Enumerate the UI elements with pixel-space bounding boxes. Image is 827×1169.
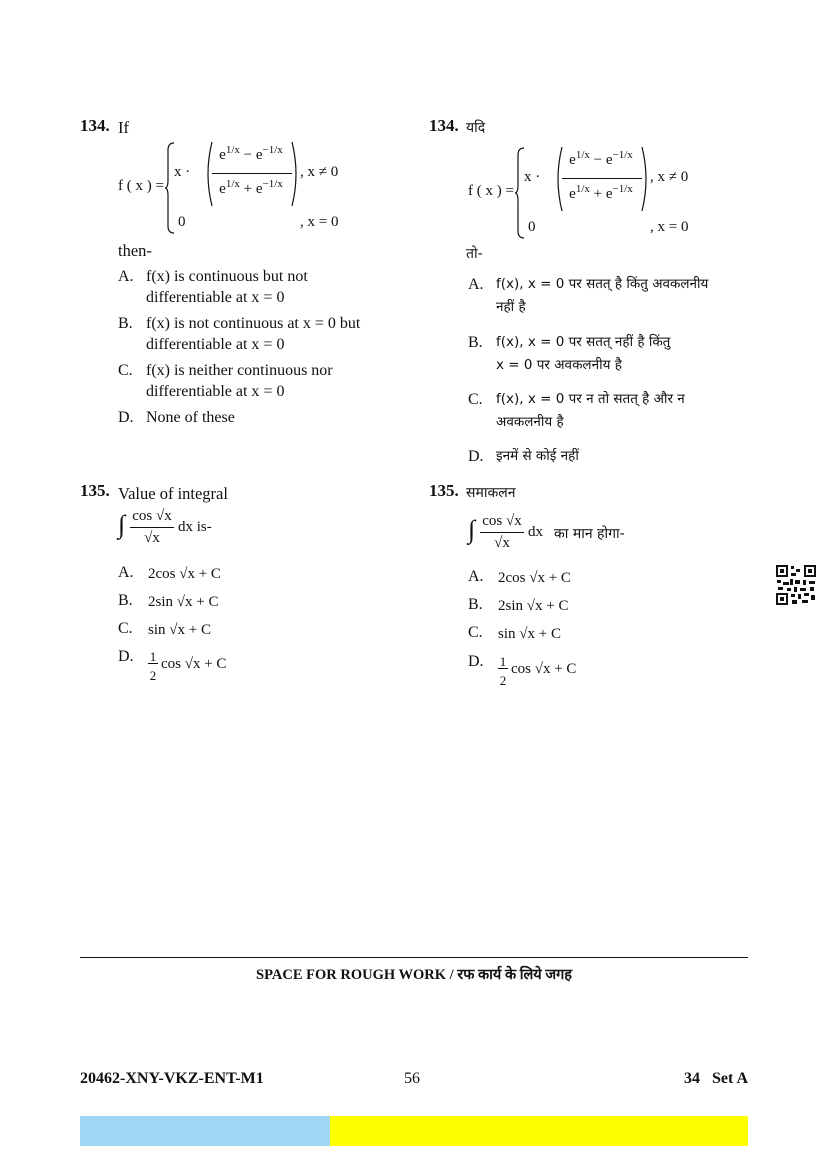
page-number: 56 [404,1070,420,1087]
question-intro-135-hi: समाकलन [466,485,516,501]
option-d-135-en[interactable] [118,646,318,686]
case2-value: 0 [528,219,536,235]
fraction-denominator: $e^{1/x} + e^{-1/x}$ [219,178,283,197]
integral-tail: dx is- [178,519,212,535]
option-text: f(x) is not continuous at x = 0 but [146,315,361,332]
fraction-bar [148,663,158,664]
option-expression: sin √x + C [498,626,561,642]
fraction-numerator: 1 [499,654,507,669]
option-expression: cos √x + C [511,661,577,677]
option-letter: A. [118,268,134,285]
option-d-134-en[interactable] [118,407,408,429]
option-letter: D. [118,409,134,426]
piecewise-function-en [118,140,378,236]
fraction-denominator: 2 [499,673,507,688]
option-letter: D. [118,648,134,665]
option-b-134-en[interactable] [118,313,408,357]
fraction-bar [212,173,292,174]
option-c-135-hi[interactable] [468,622,668,644]
brace-icon [164,142,176,234]
question-intro-134-en: If [118,118,129,137]
option-text-2: अवकलनीय है [496,414,564,430]
integral-expression-hi [468,511,688,559]
piecewise-function-hi [468,145,728,241]
option-c-134-hi[interactable] [468,389,758,435]
option-c-134-en[interactable] [118,360,408,404]
option-letter: B. [468,334,483,351]
option-letter: B. [468,596,483,613]
option-a-135-en[interactable] [118,562,318,584]
option-b-135-en[interactable] [118,590,318,612]
option-letter: C. [118,620,133,637]
integral-expression-en [118,506,318,554]
option-text-2: differentiable at x = 0 [146,383,285,400]
option-letter: C. [468,624,483,641]
option-text-2: x = 0 पर अवकलनीय है [496,357,622,373]
case1-condition: , x ≠ 0 [650,169,689,185]
option-text: इनमें से कोई नहीं [496,448,579,464]
fraction-numerator: 1 [149,649,157,664]
option-text-2: नहीं है [496,299,526,315]
fraction-denominator: $e^{1/x} + e^{-1/x}$ [569,183,633,202]
question-intro-134-hi: यदि [466,120,486,136]
option-text: f(x), x = 0 पर सतत् है किंतु अवकलनीय [496,276,709,292]
option-a-134-hi[interactable] [468,274,758,320]
case2-condition: , x = 0 [650,219,689,235]
option-letter: C. [118,362,133,379]
rough-work-label: SPACE FOR ROUGH WORK / रफ कार्य के लिये जगह [256,967,572,983]
option-b-135-hi[interactable] [468,594,668,616]
option-letter: A. [468,568,484,585]
question-number-134-hi: 134. [429,116,459,135]
then-label-en: then- [118,241,152,260]
option-expression: 2sin √x + C [498,598,569,614]
fraction-numerator: $e^{1/x} - e^{-1/x}$ [219,144,283,163]
brace-icon [514,147,526,239]
footer-blue-bar [80,1116,330,1146]
paper-code: 20462-XNY-VKZ-ENT-M1 [80,1070,264,1087]
option-letter: A. [468,276,484,293]
case1-lead: x · [174,164,191,180]
integral-sign-icon: ∫ [468,515,476,544]
integrand-denominator: √x [494,535,510,551]
question-number-134-en: 134. [80,116,110,135]
option-text-2: differentiable at x = 0 [146,289,285,306]
option-letter: A. [118,564,134,581]
footer-divider [80,957,748,958]
fraction-numerator: $e^{1/x} - e^{-1/x}$ [569,149,633,168]
option-text-2: differentiable at x = 0 [146,336,285,353]
case1-lead: x · [524,169,541,185]
option-expression: cos √x + C [161,656,227,672]
integrand-denominator: √x [144,530,160,546]
integrand-numerator: cos √x [482,513,522,529]
option-expression: 2cos √x + C [498,570,571,586]
integrand-bar [480,532,524,533]
option-text: f(x), x = 0 पर सतत् नहीं है किंतु [496,334,671,350]
option-expression: 2cos √x + C [148,566,221,582]
case2-condition: , x = 0 [300,214,339,230]
option-d-135-hi[interactable] [468,651,668,691]
option-letter: D. [468,448,484,465]
option-text: f(x), x = 0 पर न तो सतत् है और न [496,391,685,407]
option-text: f(x) is continuous but not [146,268,308,285]
case1-condition: , x ≠ 0 [300,164,339,180]
option-letter: C. [468,391,483,408]
option-letter: B. [118,315,133,332]
option-d-134-hi[interactable] [468,446,758,468]
integrand-bar [130,527,174,528]
footer-yellow-bar [330,1116,748,1146]
fraction-bar [498,668,508,669]
option-letter: B. [118,592,133,609]
option-a-135-hi[interactable] [468,566,668,588]
set-label: 34 Set A [684,1070,748,1087]
option-text: None of these [146,409,235,426]
question-number-135-hi: 135. [429,481,459,500]
question-number-135-en: 135. [80,481,110,500]
option-expression: 2sin √x + C [148,594,219,610]
option-text: f(x) is neither continuous nor [146,362,333,379]
then-label-hi: तो- [466,246,483,262]
option-c-135-en[interactable] [118,618,318,640]
integral-sign-icon: ∫ [118,510,126,539]
option-expression: sin √x + C [148,622,211,638]
question-intro-135-en: Value of integral [118,484,228,503]
fraction-denominator: 2 [149,668,157,683]
option-b-134-hi[interactable] [468,332,758,378]
function-lhs: f ( x ) = [468,183,514,199]
option-letter: D. [468,653,484,670]
qr-code-icon [775,564,817,606]
integral-tail: dx [528,524,543,540]
option-a-134-en[interactable] [118,266,408,310]
case2-value: 0 [178,214,186,230]
integral-suffix: का मान होगा- [554,526,625,542]
function-lhs: f ( x ) = [118,178,164,194]
fraction-bar [562,178,642,179]
integrand-numerator: cos √x [132,508,172,524]
